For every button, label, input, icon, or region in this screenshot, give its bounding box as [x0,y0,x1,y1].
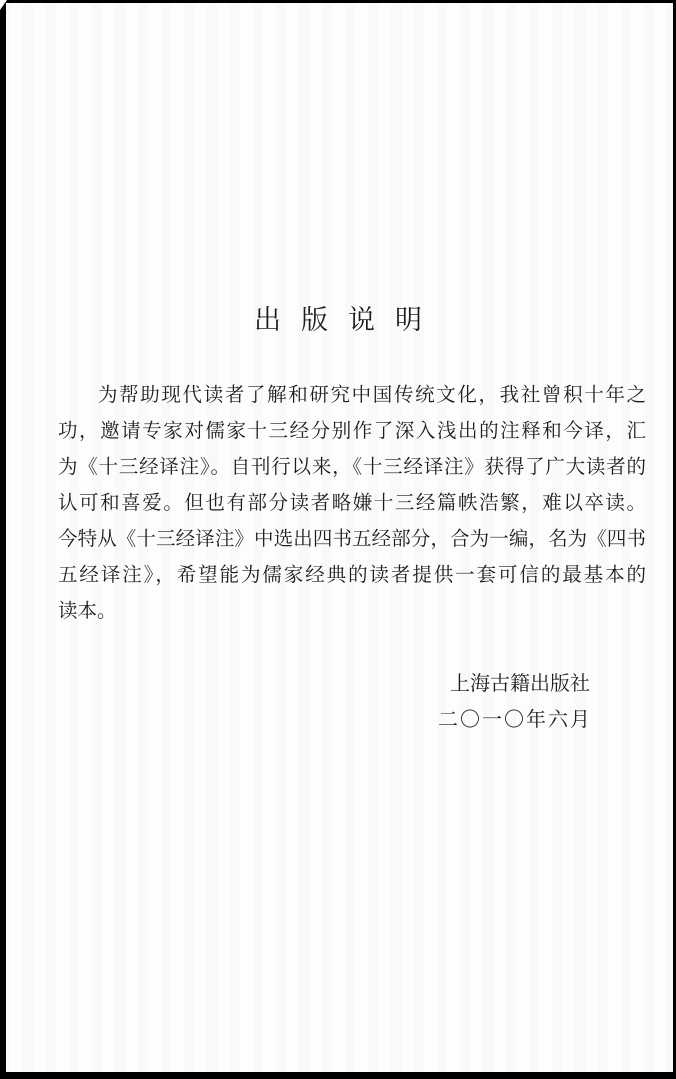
scan-edge-left [0,0,6,1079]
page-title: 出版说明 [254,305,442,335]
paragraph-line: 读本。 [58,601,117,622]
paragraph-line: 认可和喜爱。但也有部分读者略嫌十三经篇帙浩繁，难以卒读。 [58,493,646,514]
publish-date: 二〇一〇年六月 [438,709,592,731]
paragraph-line: 今特从《十三经译注》中选出四书五经部分，合为一编，名为《四书 [58,529,646,550]
publisher-name: 上海古籍出版社 [450,673,590,695]
paragraph-line: 为《十三经译注》。自刊行以来，《十三经译注》获得了广大读者的 [58,457,646,478]
body-paragraph [58,378,646,630]
paragraph-line: 功，邀请专家对儒家十三经分别作了深入浅出的注释和今译，汇 [58,421,646,442]
paragraph-line: 为帮助现代读者了解和研究中国传统文化，我社曾积十年之 [98,385,646,406]
paragraph-line: 五经译注》，希望能为儒家经典的读者提供一套可信的最基本的 [58,565,646,586]
signature-block [438,666,590,738]
scan-edge-top [0,0,676,3]
scan-corner-notch [0,0,7,10]
scan-edge-bottom [0,1072,676,1079]
